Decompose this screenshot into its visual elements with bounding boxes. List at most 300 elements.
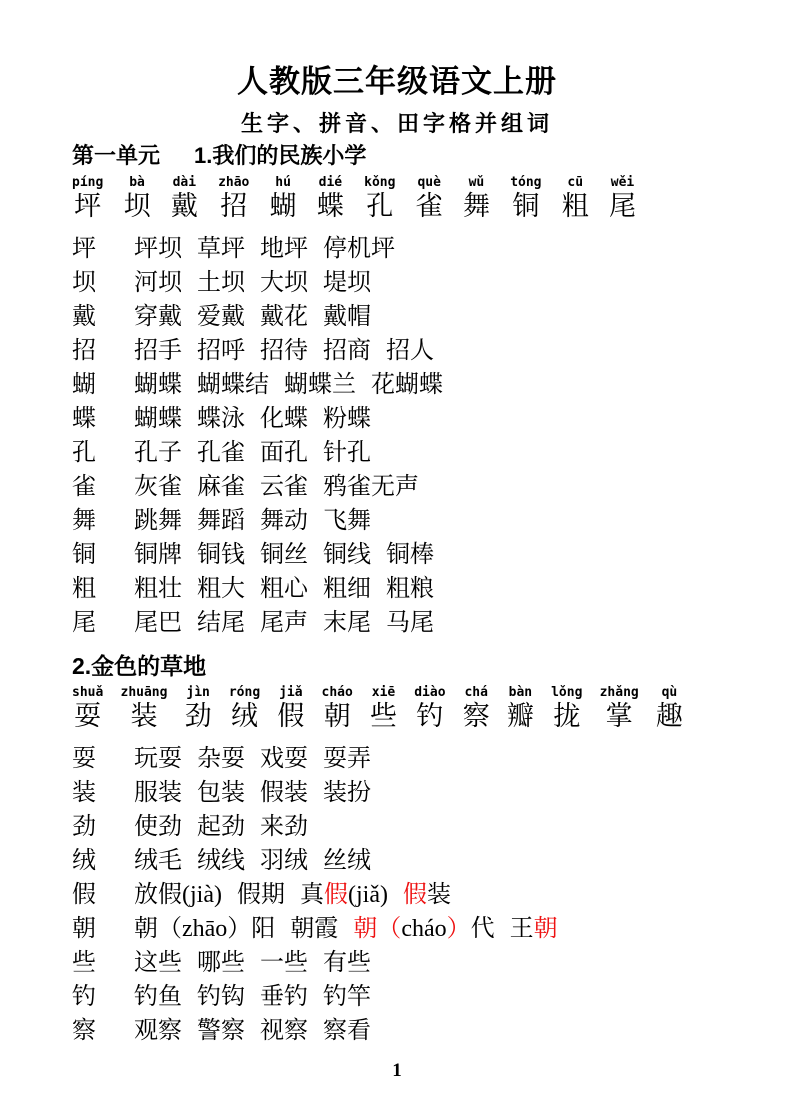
- row-head-char: 察: [72, 1018, 96, 1044]
- vocab-row: [72, 606, 722, 640]
- row-head-char: 装: [72, 780, 96, 806]
- text-segment: 铜棒: [386, 542, 434, 568]
- text-segment: 王: [509, 916, 534, 942]
- vocab-row: [72, 300, 722, 334]
- vocab-row: [72, 912, 722, 946]
- row-head-char: 耍: [72, 746, 96, 772]
- row-head-char: 钓: [72, 984, 96, 1010]
- vocab-rows: [72, 232, 722, 640]
- text-segment: 绒毛: [134, 848, 182, 874]
- vocab-word: [197, 368, 269, 402]
- vocab-row: [72, 368, 722, 402]
- text-segment: 蝴蝶结: [197, 372, 269, 398]
- vocab-word: [134, 402, 182, 436]
- new-character: 蝶: [316, 191, 344, 221]
- vocab-word: [134, 776, 182, 810]
- vocab-word: [323, 232, 395, 266]
- pinyin-character-row: [72, 685, 683, 732]
- new-character: 察: [462, 701, 490, 731]
- text-segment: 铜丝: [260, 542, 308, 568]
- vocab-word: [386, 538, 434, 572]
- text-segment: 羽绒: [260, 848, 308, 874]
- vocab-word: [260, 232, 308, 266]
- word-list: [134, 504, 386, 538]
- vocab-word: [323, 776, 371, 810]
- pinyin-syllable: tóng: [510, 175, 542, 190]
- text-segment: 地坪: [260, 236, 308, 262]
- word-list: [134, 946, 386, 980]
- vocab-word: [237, 878, 285, 912]
- text-segment: 起劲: [197, 814, 245, 840]
- text-segment: 坪坝: [134, 236, 182, 262]
- vocab-word: [134, 606, 182, 640]
- pinyin-character-column: [364, 175, 395, 222]
- vocab-word: [323, 470, 419, 504]
- text-segment: 粗细: [323, 576, 371, 602]
- text-segment: 假期: [236, 882, 285, 908]
- page-title: 人教版三年级语文上册: [237, 64, 557, 99]
- pinyin-syllable: bà: [129, 175, 145, 190]
- pinyin-syllable: wǔ: [468, 175, 485, 190]
- page-number: 1: [392, 1060, 402, 1081]
- vocab-word: [260, 980, 308, 1014]
- text-segment: 玩耍: [134, 746, 182, 772]
- text-segment: 粉蝶: [323, 406, 371, 432]
- vocab-row: [72, 844, 722, 878]
- vocab-word: [260, 776, 308, 810]
- text-segment: 蝴蝶: [134, 372, 182, 398]
- vocab-word: [371, 368, 443, 402]
- pinyin-character-column: [507, 685, 534, 732]
- vocab-word: [197, 538, 245, 572]
- vocab-word: [134, 538, 182, 572]
- vocab-word: [134, 470, 182, 504]
- text-segment: 杂耍: [197, 746, 245, 772]
- text-segment: 哪些: [197, 950, 245, 976]
- text-segment: 马尾: [386, 610, 434, 636]
- vocab-word: [134, 1014, 182, 1048]
- text-segment: 针孔: [323, 440, 371, 466]
- word-list: [134, 368, 458, 402]
- text-segment: 铜线: [323, 542, 371, 568]
- vocab-word: [290, 912, 338, 946]
- pinyin-character-column: [322, 685, 353, 732]
- vocab-row: [72, 470, 722, 504]
- pinyin-syllable: píng: [72, 175, 104, 190]
- text-segment: 粗大: [197, 576, 245, 602]
- text-segment: 察看: [323, 1018, 371, 1044]
- unit-label: 第一单元: [72, 143, 161, 168]
- text-segment: 放假(jià): [134, 882, 222, 908]
- word-list: [134, 742, 386, 776]
- pinyin-syllable: hú: [275, 175, 291, 190]
- vocab-word: [260, 606, 308, 640]
- pinyin-character-column: [656, 685, 683, 732]
- vocab-word: [197, 606, 245, 640]
- vocab-word: [134, 742, 182, 776]
- text-segment: 警察: [197, 1018, 245, 1044]
- highlighted-segment: 朝（: [353, 916, 402, 942]
- new-character: 尾: [609, 191, 636, 221]
- vocab-word: [197, 810, 245, 844]
- new-character: 朝: [323, 701, 351, 731]
- text-segment: 跳舞: [134, 508, 182, 534]
- pinyin-syllable: chá: [464, 685, 488, 700]
- new-character: 舞: [462, 191, 490, 221]
- text-segment: 戴帽: [323, 304, 371, 330]
- vocab-word: [197, 470, 245, 504]
- text-segment: 河坝: [134, 270, 182, 296]
- new-character: 雀: [415, 191, 443, 221]
- pinyin-syllable: cū: [567, 175, 584, 190]
- word-list: [134, 266, 386, 300]
- vocab-word: [323, 742, 371, 776]
- vocab-word: [323, 402, 371, 436]
- text-segment: 钓鱼: [134, 984, 182, 1010]
- text-segment: 招手: [134, 338, 182, 364]
- text-segment: 尾巴: [134, 610, 182, 636]
- lesson-title: 1.我们的民族小学: [194, 143, 367, 168]
- new-character: 些: [370, 701, 398, 731]
- row-head-char: 铜: [72, 542, 96, 568]
- new-character: 戴: [170, 191, 198, 221]
- text-segment: 戴花: [260, 304, 308, 330]
- pinyin-syllable: zhāo: [218, 175, 250, 190]
- pinyin-character-column: [185, 685, 212, 732]
- text-segment: 粗壮: [134, 576, 182, 602]
- text-segment: 粗粮: [386, 576, 434, 602]
- vocab-word: [134, 300, 182, 334]
- section-heading: [72, 142, 722, 170]
- row-head-char: 些: [72, 950, 96, 976]
- vocab-word: [323, 980, 371, 1014]
- text-segment: 丝绒: [323, 848, 371, 874]
- row-head-char: 蝴: [72, 372, 96, 398]
- row-head-char: 坝: [72, 270, 96, 296]
- word-list: [134, 776, 386, 810]
- new-character: 瓣: [506, 701, 534, 731]
- vocab-word: [260, 1014, 308, 1048]
- text-segment: 堤坝: [323, 270, 371, 296]
- vocab-word: [260, 470, 308, 504]
- vocab-word: [386, 572, 434, 606]
- text-segment: 装扮: [323, 780, 371, 806]
- pinyin-syllable: jiǎ: [279, 685, 303, 700]
- new-character: 掌: [605, 701, 633, 731]
- text-segment: 朝（zhāo）阳: [134, 916, 276, 942]
- vocab-word: [134, 912, 275, 946]
- vocab-word: [134, 946, 182, 980]
- text-segment: 花蝴蝶: [371, 372, 443, 398]
- new-character: 铜: [512, 191, 540, 221]
- pinyin-syllable: bàn: [508, 685, 533, 700]
- pinyin-character-column: [124, 175, 151, 222]
- vocab-word: [260, 538, 308, 572]
- pinyin-syllable: zhǎng: [599, 685, 639, 700]
- new-character: 粗: [561, 191, 589, 221]
- word-list: [134, 912, 573, 946]
- word-list: [134, 436, 386, 470]
- vocab-word: [197, 266, 245, 300]
- row-head-char: 孔: [72, 440, 96, 466]
- row-head-char: 坪: [72, 236, 96, 262]
- highlighted-segment: ）: [446, 916, 471, 942]
- vocab-word: [260, 844, 308, 878]
- vocab-word: [197, 980, 245, 1014]
- pinyin-character-column: [277, 685, 304, 732]
- vocab-word: [197, 334, 245, 368]
- text-segment: 大坝: [260, 270, 308, 296]
- vocab-row: [72, 742, 722, 776]
- sections-container: [72, 142, 722, 1048]
- highlighted-segment: 假: [402, 882, 427, 908]
- pinyin-syllable: cháo: [321, 685, 353, 700]
- vocab-word: [260, 436, 308, 470]
- vocab-word: [134, 810, 182, 844]
- text-segment: 朝霞: [290, 916, 339, 942]
- vocab-word: [197, 402, 245, 436]
- text-segment: 麻雀: [197, 474, 245, 500]
- vocab-word: [260, 572, 308, 606]
- word-list: [134, 232, 410, 266]
- text-segment: 结尾: [197, 610, 245, 636]
- vocab-word: [284, 368, 356, 402]
- pinyin-syllable: qù: [661, 685, 678, 700]
- text-segment: 招待: [260, 338, 308, 364]
- text-segment: 戏耍: [260, 746, 308, 772]
- new-character: 钓: [416, 701, 444, 731]
- word-list: [134, 402, 386, 436]
- new-character: 蝴: [269, 191, 297, 221]
- pinyin-character-column: [510, 175, 541, 222]
- vocab-word: [323, 266, 371, 300]
- pinyin-syllable: dài: [172, 175, 197, 190]
- vocab-word: [197, 844, 245, 878]
- text-segment: 真: [299, 882, 324, 908]
- text-segment: 垂钓: [260, 984, 308, 1010]
- vocab-word: [197, 504, 245, 538]
- pinyin-character-column: [416, 175, 443, 222]
- text-segment: 土坝: [197, 270, 245, 296]
- new-character: 劲: [184, 701, 212, 731]
- pinyin-syllable: dié: [318, 175, 343, 190]
- vocab-word: [260, 810, 308, 844]
- new-character: 坝: [123, 191, 151, 221]
- vocab-word: [323, 504, 371, 538]
- vocab-row: [72, 980, 722, 1014]
- text-segment: 招人: [386, 338, 434, 364]
- text-segment: 来劲: [260, 814, 308, 840]
- pinyin-character-column: [218, 175, 249, 222]
- pinyin-character-column: [171, 175, 198, 222]
- text-segment: 孔子: [134, 440, 182, 466]
- word-list: [134, 810, 323, 844]
- text-segment: 有些: [323, 950, 371, 976]
- vocab-row: [72, 810, 722, 844]
- vocab-word: [260, 334, 308, 368]
- vocab-word: [197, 572, 245, 606]
- new-character: 耍: [74, 701, 102, 731]
- pinyin-syllable: róng: [228, 685, 261, 700]
- vocab-word: [134, 844, 182, 878]
- text-segment: 这些: [134, 950, 182, 976]
- pinyin-character-column: [72, 685, 103, 732]
- text-segment: 蝴蝶兰: [284, 372, 356, 398]
- row-head-char: 尾: [72, 610, 96, 636]
- text-segment: 爱戴: [197, 304, 245, 330]
- text-segment: 招商: [323, 338, 371, 364]
- row-head-char: 朝: [72, 916, 96, 942]
- vocab-word: [323, 844, 371, 878]
- vocab-row: [72, 402, 722, 436]
- pinyin-character-column: [229, 685, 260, 732]
- text-segment: 蝶泳: [197, 406, 245, 432]
- vocab-word: [403, 878, 451, 912]
- vocab-word: [260, 266, 308, 300]
- text-segment: 招呼: [197, 338, 245, 364]
- new-character: 孔: [366, 191, 394, 221]
- vocab-word: [323, 946, 371, 980]
- text-segment: 绒线: [197, 848, 245, 874]
- text-segment: 观察: [134, 1018, 182, 1044]
- row-head-char: 假: [72, 882, 96, 908]
- text-segment: 灰雀: [134, 474, 182, 500]
- vocab-rows: [72, 742, 722, 1048]
- vocab-row: [72, 1014, 722, 1048]
- pinyin-syllable: kǒng: [364, 175, 396, 190]
- text-segment: 穿戴: [134, 304, 182, 330]
- vocab-word: [260, 402, 308, 436]
- word-list: [134, 980, 386, 1014]
- new-character: 假: [277, 701, 305, 731]
- lesson-section: [72, 142, 722, 640]
- page-subtitle: 生字、拼音、田字格并组词: [240, 111, 553, 136]
- word-list: [134, 844, 386, 878]
- text-segment: 鸦雀无声: [323, 474, 419, 500]
- text-segment: 钓钩: [197, 984, 245, 1010]
- vocab-word: [134, 334, 182, 368]
- vocab-row: [72, 266, 722, 300]
- text-segment: 云雀: [260, 474, 308, 500]
- vocab-row: [72, 776, 722, 810]
- vocab-word: [197, 232, 245, 266]
- text-segment: 舞蹈: [197, 508, 245, 534]
- vocab-word: [197, 776, 245, 810]
- pinyin-syllable: zhuāng: [120, 685, 168, 700]
- word-list: [134, 606, 449, 640]
- vocab-word: [197, 1014, 245, 1048]
- row-head-char: 粗: [72, 576, 96, 602]
- pinyin-character-column: [121, 685, 168, 732]
- highlighted-segment: 假: [323, 882, 348, 908]
- vocab-word: [134, 980, 182, 1014]
- vocab-word: [323, 572, 371, 606]
- section-heading: [72, 652, 722, 680]
- new-character: 坪: [74, 191, 102, 221]
- vocab-word: [197, 300, 245, 334]
- text-segment: 铜钱: [197, 542, 245, 568]
- vocab-row: [72, 572, 722, 606]
- lesson-section: [72, 652, 722, 1048]
- text-segment: 视察: [260, 1018, 308, 1044]
- vocab-row: [72, 946, 722, 980]
- vocab-word: [197, 742, 245, 776]
- vocab-row: [72, 334, 722, 368]
- highlighted-segment: 朝: [533, 916, 558, 942]
- pinyin-character-column: [551, 685, 582, 732]
- vocab-word: [134, 572, 182, 606]
- vocab-word: [353, 912, 494, 946]
- text-segment: 耍弄: [323, 746, 371, 772]
- row-head-char: 雀: [72, 474, 96, 500]
- pinyin-syllable: shuǎ: [72, 685, 104, 700]
- text-segment: 舞动: [260, 508, 308, 534]
- vocab-row: [72, 538, 722, 572]
- vocab-word: [134, 266, 182, 300]
- word-list: [134, 538, 449, 572]
- text-segment: 包装: [197, 780, 245, 806]
- vocab-word: [323, 1014, 371, 1048]
- word-list: [134, 334, 449, 368]
- pinyin-character-column: [562, 175, 589, 222]
- pinyin-syllable: wěi: [610, 175, 635, 190]
- vocab-word: [134, 368, 182, 402]
- text-segment: 停机坪: [323, 236, 395, 262]
- pinyin-character-column: [317, 175, 344, 222]
- new-character: 装: [130, 701, 158, 731]
- pinyin-syllable: diào: [414, 685, 446, 700]
- vocab-word: [134, 878, 222, 912]
- vocab-row: [72, 436, 722, 470]
- word-list: [134, 572, 449, 606]
- vocab-word: [260, 742, 308, 776]
- new-character: 趣: [655, 701, 683, 731]
- vocab-word: [260, 504, 308, 538]
- vocab-word: [134, 436, 182, 470]
- pinyin-character-column: [270, 175, 297, 222]
- row-head-char: 招: [72, 338, 96, 364]
- pinyin-character-column: [370, 685, 397, 732]
- vocab-word: [134, 232, 182, 266]
- text-segment: 服装: [134, 780, 182, 806]
- text-segment: 化蝶: [260, 406, 308, 432]
- text-segment: 尾声: [260, 610, 308, 636]
- pinyin-syllable: què: [417, 175, 441, 190]
- new-character: 招: [220, 191, 248, 221]
- word-list: [134, 300, 386, 334]
- row-head-char: 蝶: [72, 406, 96, 432]
- pinyin-character-column: [463, 685, 490, 732]
- word-list: [134, 1014, 386, 1048]
- pinyin-syllable: jìn: [186, 685, 210, 700]
- text-segment: 假装: [260, 780, 308, 806]
- text-segment: 粗心: [260, 576, 308, 602]
- new-character: 绒: [231, 701, 258, 731]
- pinyin-character-column: [600, 685, 639, 732]
- word-list: [134, 878, 466, 912]
- text-segment: 面孔: [260, 440, 308, 466]
- pinyin-syllable: lǒng: [551, 685, 583, 700]
- pinyin-syllable: xiē: [371, 685, 396, 700]
- pinyin-character-row: [72, 175, 636, 222]
- vocab-word: [323, 334, 371, 368]
- vocab-row: [72, 878, 722, 912]
- pinyin-character-column: [414, 685, 445, 732]
- new-character: 拢: [553, 701, 581, 731]
- row-head-char: 戴: [72, 304, 96, 330]
- row-head-char: 劲: [72, 814, 96, 840]
- lesson-title: 2.金色的草地: [72, 653, 207, 679]
